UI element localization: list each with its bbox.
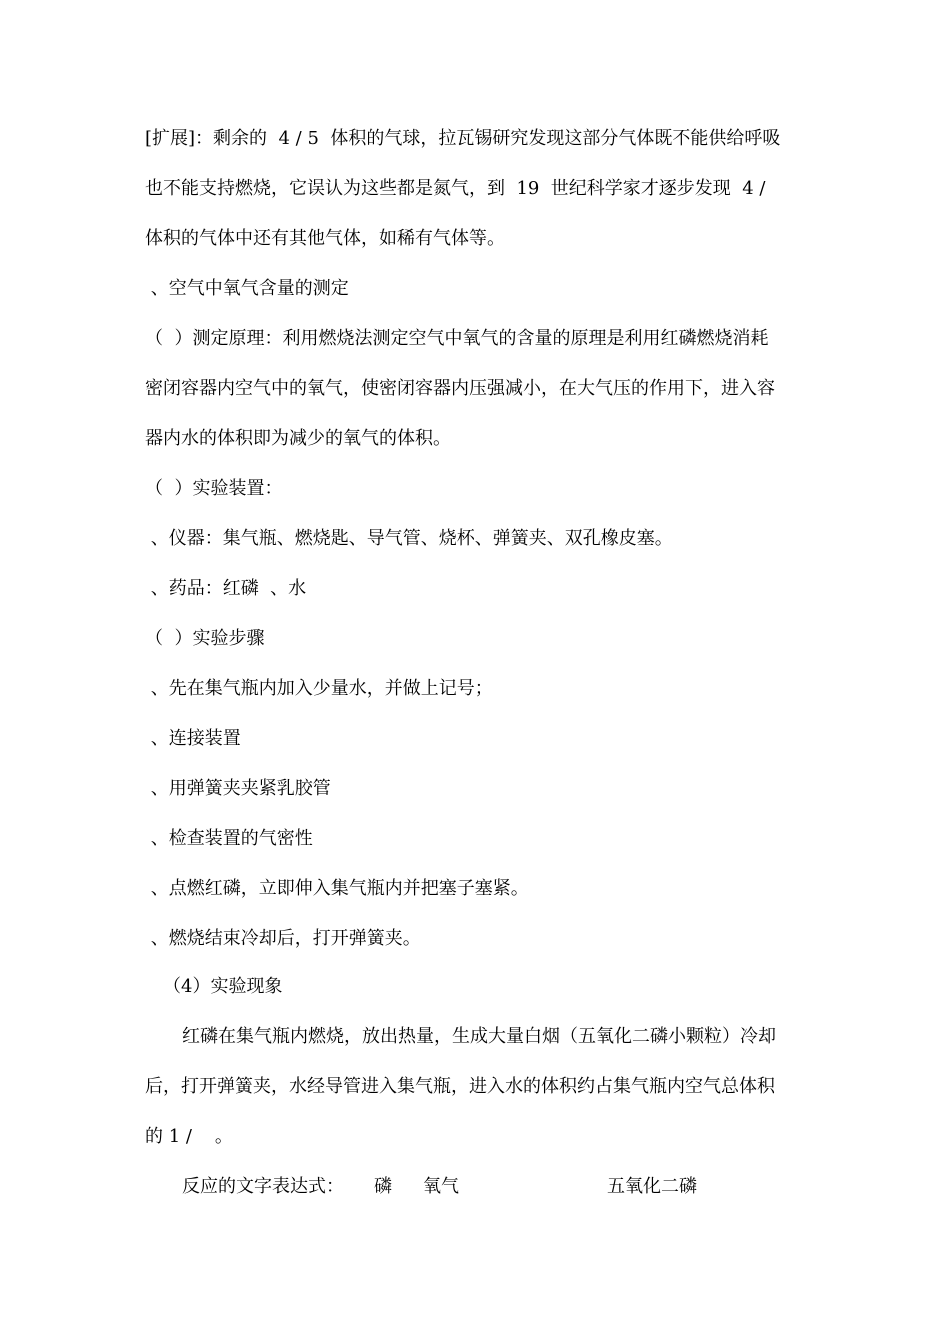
step-5: 、点燃红磷，立即伸入集气瓶内并把塞子塞紧。 xyxy=(145,878,529,899)
section-heading: 、空气中氧气含量的测定 xyxy=(145,278,349,299)
phenomenon-line-1: 红磷在集气瓶内燃烧，放出热量，生成大量白烟（五氧化二磷小颗粒）冷却 xyxy=(182,1026,776,1047)
equation-product: 五氧化二磷 xyxy=(607,1176,697,1197)
apparatus-reagents: 、药品：红磷 、水 xyxy=(145,578,307,599)
principle-line-1: （ ）测定原理：利用燃烧法测定空气中氧气的含量的原理是利用红磷燃烧消耗 xyxy=(145,328,769,349)
paragraph-line-2: 也不能支持燃烧，它误认为这些都是氮气，到 19 世纪科学家才逐步发现 4 / xyxy=(145,178,766,199)
phenomenon-heading: （4）实验现象 xyxy=(163,976,283,997)
paragraph-line-3: 体积的气体中还有其他气体，如稀有气体等。 xyxy=(145,228,505,249)
step-4: 、检查装置的气密性 xyxy=(145,828,313,849)
equation-reactant-2: 氧气 xyxy=(423,1176,459,1197)
step-3: 、用弹簧夹夹紧乳胶管 xyxy=(145,778,331,799)
apparatus-instruments: 、仪器：集气瓶、燃烧匙、导气管、烧杯、弹簧夹、双孔橡皮塞。 xyxy=(145,528,673,549)
apparatus-heading: （ ）实验装置： xyxy=(145,478,283,499)
step-6: 、燃烧结束冷却后，打开弹簧夹。 xyxy=(145,928,421,949)
paragraph-line-1: [扩展]：剩余的 4 / 5 体积的气球，拉瓦锡研究发现这部分气体既不能供给呼吸 xyxy=(145,128,781,149)
equation-reactant-1: 磷 xyxy=(374,1176,392,1197)
steps-heading: （ ）实验步骤 xyxy=(145,628,265,649)
equation-label: 反应的文字表达式： xyxy=(182,1176,344,1197)
phenomenon-line-3: 的 1 / 。 xyxy=(145,1126,233,1147)
step-2: 、连接装置 xyxy=(145,728,241,749)
phenomenon-line-2: 后，打开弹簧夹，水经导管进入集气瓶，进入水的体积约占集气瓶内空气总体积 xyxy=(145,1076,775,1097)
principle-line-3: 器内水的体积即为减少的氧气的体积。 xyxy=(145,428,451,449)
principle-line-2: 密闭容器内空气中的氧气，使密闭容器内压强减小，在大气压的作用下，进入容 xyxy=(145,378,775,399)
step-1: 、先在集气瓶内加入少量水，并做上记号； xyxy=(145,678,493,699)
